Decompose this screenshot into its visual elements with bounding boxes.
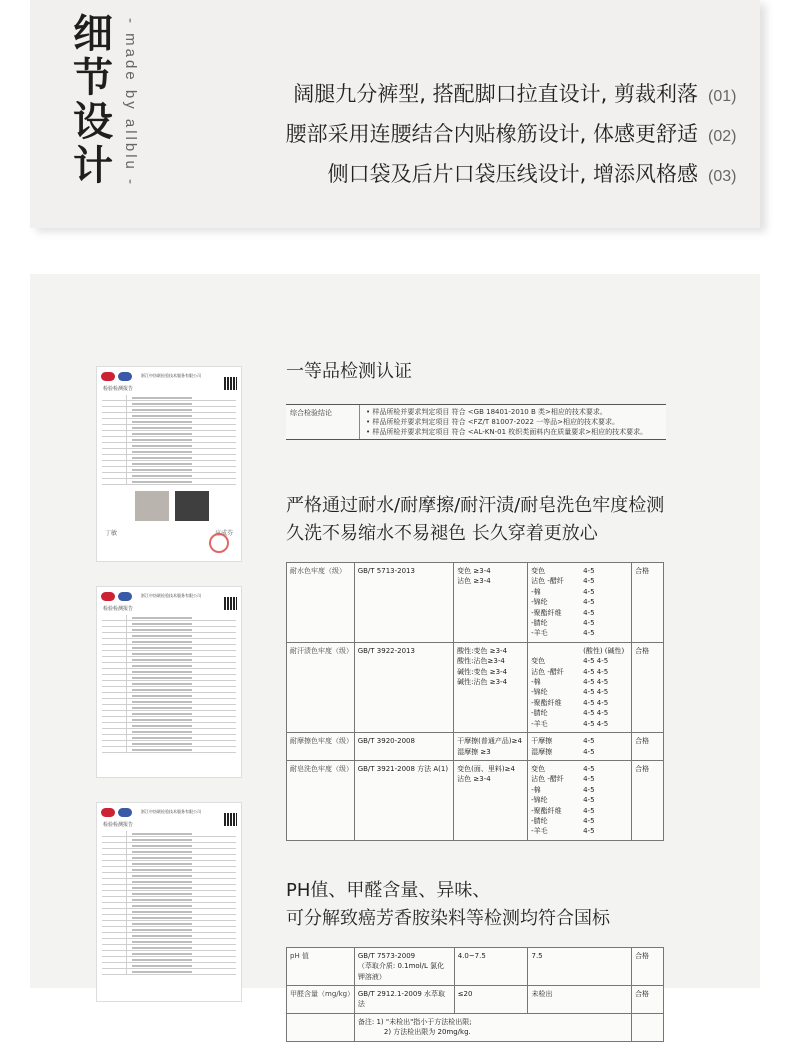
table-row: [287, 642, 664, 732]
test-result: 变色 4-5 沾色 -醋纤 4-5 -棉 4-5 -锦纶 4-5 -聚酯纤维 4-5 -腈纶 4-5 -羊毛 4-5: [528, 563, 632, 643]
feature-text: 侧口袋及后片口袋压线设计, 增添风格感: [327, 162, 698, 186]
report-org: 浙江中纺联检验技术服务有限公司: [141, 809, 201, 814]
test-name: 耐水色牢度（级）: [287, 563, 355, 643]
test-requirement: 酸性:变色 ≥3-4 酸性:沾色≥3-4 碱性:变色 ≥3-4 碱性:沾色 ≥3-4: [454, 642, 528, 732]
ilac-logo-icon: [101, 808, 115, 817]
report-title: 检验检测报告: [103, 822, 134, 828]
cert-item: • 样品所检并要求判定项目 符合 <AL-KN-01 枚织类面料内在质量要求>相应的技术要求。: [366, 428, 648, 436]
inspection-content: [286, 358, 746, 1042]
test-name: 耐皂洗色牢度（级）: [287, 760, 355, 840]
test-result: (酸性) (碱性) 变色 4-5 4-5 沾色 -醋纤 4-5 4-5 -棉 4-5 4-5 -锦纶 4-5 4-5 -聚酯纤维 4-5 4-5 -腈纶 4-5 4-5 -羊毛 4-5 4-5: [528, 642, 632, 732]
section-title-line1: PH值、甲醛含量、异味、: [286, 879, 491, 901]
feature-list: [286, 74, 742, 194]
test-requirement: 变色(面、里料)≥4 沾色 ≥3-4: [454, 760, 528, 840]
cnas-logo-icon: [118, 592, 132, 601]
test-name: 耐摩擦色牢度（级）: [287, 733, 355, 761]
test-standard: GB/T 7573-2009 （萃取介质: 0.1mol/L 氯化钾溶液）: [354, 947, 454, 985]
qr-code-icon: [224, 813, 237, 826]
table-row: [287, 985, 664, 1013]
feature-number: (01): [708, 88, 737, 105]
feature-text: 阔腿九分裤型, 搭配脚口拉直设计, 剪裁利落: [293, 82, 698, 106]
table-row: [287, 1013, 664, 1041]
test-verdict: 合格: [632, 642, 664, 732]
signature-left: 丁敏: [105, 530, 118, 537]
report-title: 检验检测报告: [103, 386, 134, 392]
cnas-logo-icon: [118, 808, 132, 817]
test-requirement: 变色 ≥3-4 沾色 ≥3-4: [454, 563, 528, 643]
colorfastness-table: [286, 562, 664, 841]
report-logos: [97, 803, 241, 821]
report-thumbnail: [96, 366, 242, 562]
test-standard: GB/T 3922-2013: [354, 642, 453, 732]
table-row: [287, 947, 664, 985]
table-note: 备注: 1) "未检出"指小于方法检出限; 2) 方法检出限为 20mg/kg.: [354, 1013, 631, 1041]
test-name: 耐汗渍色牢度（级）: [287, 642, 355, 732]
swatch-dark: [175, 491, 209, 521]
report-title: 检验检测报告: [103, 606, 134, 612]
test-standard: GB/T 2912.1-2009 水萃取法: [354, 985, 454, 1013]
report-org: 浙江中纺联检验技术服务有限公司: [141, 373, 201, 378]
test-requirement: 4.0~7.5: [454, 947, 528, 985]
feature-number: (02): [708, 128, 737, 145]
section-title-vertical: [64, 12, 122, 188]
brand-tagline: - made by allblu -: [122, 18, 139, 188]
test-verdict: 合格: [632, 760, 664, 840]
title-char: 细: [73, 11, 113, 57]
report-org: 浙江中纺联检验技术服务有限公司: [141, 593, 201, 598]
title-char: 节: [73, 55, 113, 101]
qr-code-icon: [224, 597, 237, 610]
test-requirement: ≤20: [454, 985, 528, 1013]
test-name: pH 值: [287, 947, 355, 985]
ilac-logo-icon: [101, 372, 115, 381]
cert-item: • 样品所检并要求判定项目 符合 <FZ/T 81007-2022 一等品>相应的技术要求。: [366, 418, 620, 426]
section-title-line2: 久洗不易缩水不易褪色 长久穿着更放心: [286, 523, 598, 544]
report-body: [97, 393, 241, 487]
title-char: 设: [73, 99, 113, 145]
test-verdict: 合格: [632, 563, 664, 643]
feature-item: [286, 74, 742, 114]
signature-right: 应成芬: [214, 530, 233, 537]
ilac-logo-icon: [101, 592, 115, 601]
report-body: [97, 613, 241, 755]
section-title: 一等品检测认证: [286, 361, 412, 382]
test-result: 未检出: [528, 985, 632, 1013]
inspection-panel: [30, 274, 760, 1037]
feature-number: (03): [708, 168, 737, 185]
title-char: 计: [73, 143, 113, 189]
test-verdict: 合格: [632, 733, 664, 761]
cert-label: 综合检验结论: [286, 405, 360, 439]
report-logos: [97, 587, 241, 605]
cnas-logo-icon: [118, 372, 132, 381]
qr-code-icon: [224, 377, 237, 390]
test-result: 干摩擦 4-5 湿摩擦 4-5: [528, 733, 632, 761]
certification-box: [286, 404, 666, 440]
test-result: 7.5: [528, 947, 632, 985]
section-title-line2: 可分解致癌芳香胺染料等检测均符合国标: [286, 907, 610, 929]
test-requirement: 干摩擦(普通产品)≥4 湿摩擦 ≥3: [454, 733, 528, 761]
report-body: [97, 829, 241, 977]
swatch-light: [135, 491, 169, 521]
report-thumbnails: [96, 366, 242, 1026]
feature-text: 腰部采用连腰结合内贴橡筋设计, 体感更舒适: [285, 122, 698, 146]
chemical-test-table: [286, 947, 664, 1042]
test-verdict: 合格: [632, 985, 664, 1013]
test-standard: GB/T 5713-2013: [354, 563, 453, 643]
report-thumbnail: [96, 802, 242, 1002]
table-row: [287, 760, 664, 840]
cert-item: • 样品所检并要求判定项目 符合 <GB 18401-2010 B 类>相应的技术要求。: [366, 408, 607, 416]
test-verdict: 合格: [632, 947, 664, 985]
table-row: [287, 563, 664, 643]
report-logos: [97, 367, 241, 385]
test-standard: GB/T 3920-2008: [354, 733, 453, 761]
test-standard: GB/T 3921-2008 方法 A(1): [354, 760, 453, 840]
cert-items: [360, 405, 653, 439]
seal-stamp-icon: [209, 533, 229, 553]
section-title-line1: 严格通过耐水/耐摩擦/耐汗渍/耐皂洗色牢度检测: [286, 495, 665, 516]
table-row: [287, 733, 664, 761]
detail-banner: [30, 0, 760, 228]
test-result: 变色 4-5 沾色 -醋纤 4-5 -棉 4-5 -锦纶 4-5 -聚酯纤维 4-5 -腈纶 4-5 -羊毛 4-5: [528, 760, 632, 840]
test-name: 甲醛含量（mg/kg）: [287, 985, 355, 1013]
feature-item: [286, 154, 742, 194]
report-thumbnail: [96, 586, 242, 778]
fabric-swatches: [97, 487, 241, 525]
feature-item: [286, 114, 742, 154]
